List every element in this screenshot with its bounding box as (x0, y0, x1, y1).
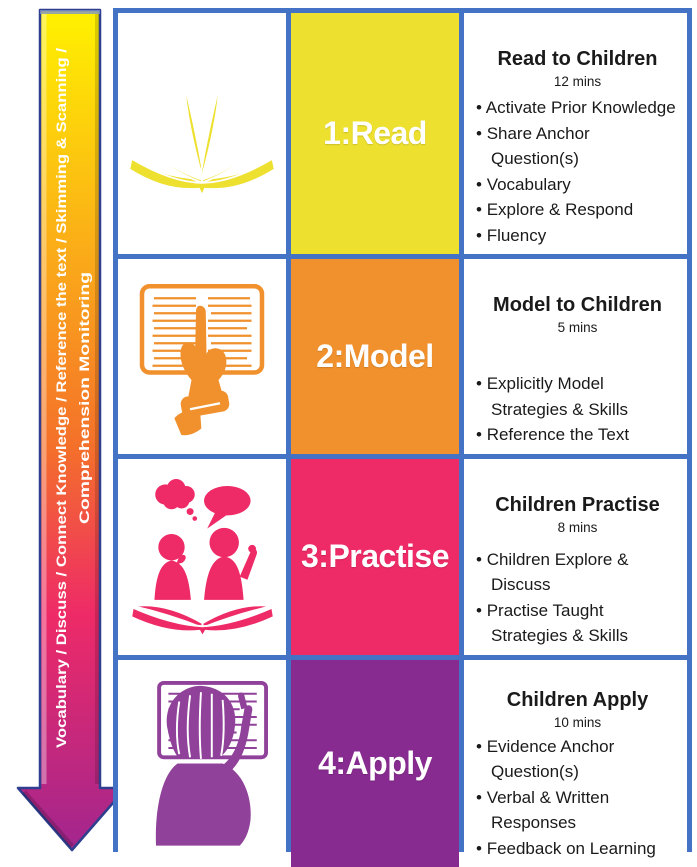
stage-label-apply-text: 4:Apply (318, 745, 432, 782)
bullet-item: • Evidence Anchor Question(s) (476, 734, 679, 785)
apply-title: Children Apply (476, 688, 679, 712)
bullet-item: • Practise Taught Strategies & Skills (476, 598, 679, 649)
lesson-stages-table (113, 8, 692, 852)
stage-label-model (291, 259, 459, 454)
stage-label-practise (291, 459, 459, 655)
apply-bullet-list (476, 734, 679, 862)
stage-label-read-text: 1:Read (323, 115, 427, 152)
bullet-item: • Share Anchor Question(s) (476, 121, 679, 172)
stage-label-model-text: 2:Model (316, 338, 433, 375)
practise-duration: 8 mins (476, 520, 679, 535)
down-arrow-icon (18, 10, 126, 850)
bullet-item: • Explicitly Model Strategies & Skills (476, 371, 679, 422)
arrow-skills-text: Vocabulary / Discuss / Connect Knowledge / Reference the text / Skimming & Scanning / (53, 48, 69, 748)
pointing-hand-page-icon (127, 266, 277, 446)
practise-bullet-list (476, 547, 679, 649)
practise-title: Children Practise (476, 493, 679, 517)
read-title: Read to Children (476, 47, 679, 71)
model-title: Model to Children (476, 293, 679, 317)
model-duration: 5 mins (476, 320, 679, 335)
open-book-icon (127, 69, 277, 199)
children-discussing-icon (125, 464, 280, 649)
read-bullet-list (476, 95, 679, 248)
bullet-item: • Vocabulary (476, 172, 679, 198)
model-bullet-list (476, 371, 679, 448)
stage-label-practise-text: 3:Practise (301, 538, 449, 575)
stage-label-read (291, 13, 459, 254)
bullet-item: • Explore & Respond (476, 197, 679, 223)
apply-duration: 10 mins (476, 715, 679, 730)
read-icon-cell (118, 13, 286, 254)
apply-icon-cell (118, 660, 286, 867)
bullet-item: • Fluency (476, 223, 679, 249)
practise-details (464, 459, 687, 655)
arrow-monitoring-text: Comprehension Monitoring (76, 272, 92, 524)
model-icon-cell (118, 259, 286, 454)
bullet-item: • Verbal & Written Responses (476, 785, 679, 836)
bullet-item: • Activate Prior Knowledge (476, 95, 679, 121)
apply-details (464, 660, 687, 867)
stage-label-apply (291, 660, 459, 867)
child-reading-icon (125, 671, 280, 856)
read-details (464, 13, 687, 254)
bullet-item: • Feedback on Learning (476, 836, 679, 862)
bullet-item: • Reference the Text (476, 422, 679, 448)
read-duration: 12 mins (476, 74, 679, 89)
practise-icon-cell (118, 459, 286, 655)
bullet-item: • Children Explore & Discuss (476, 547, 679, 598)
model-details (464, 259, 687, 454)
